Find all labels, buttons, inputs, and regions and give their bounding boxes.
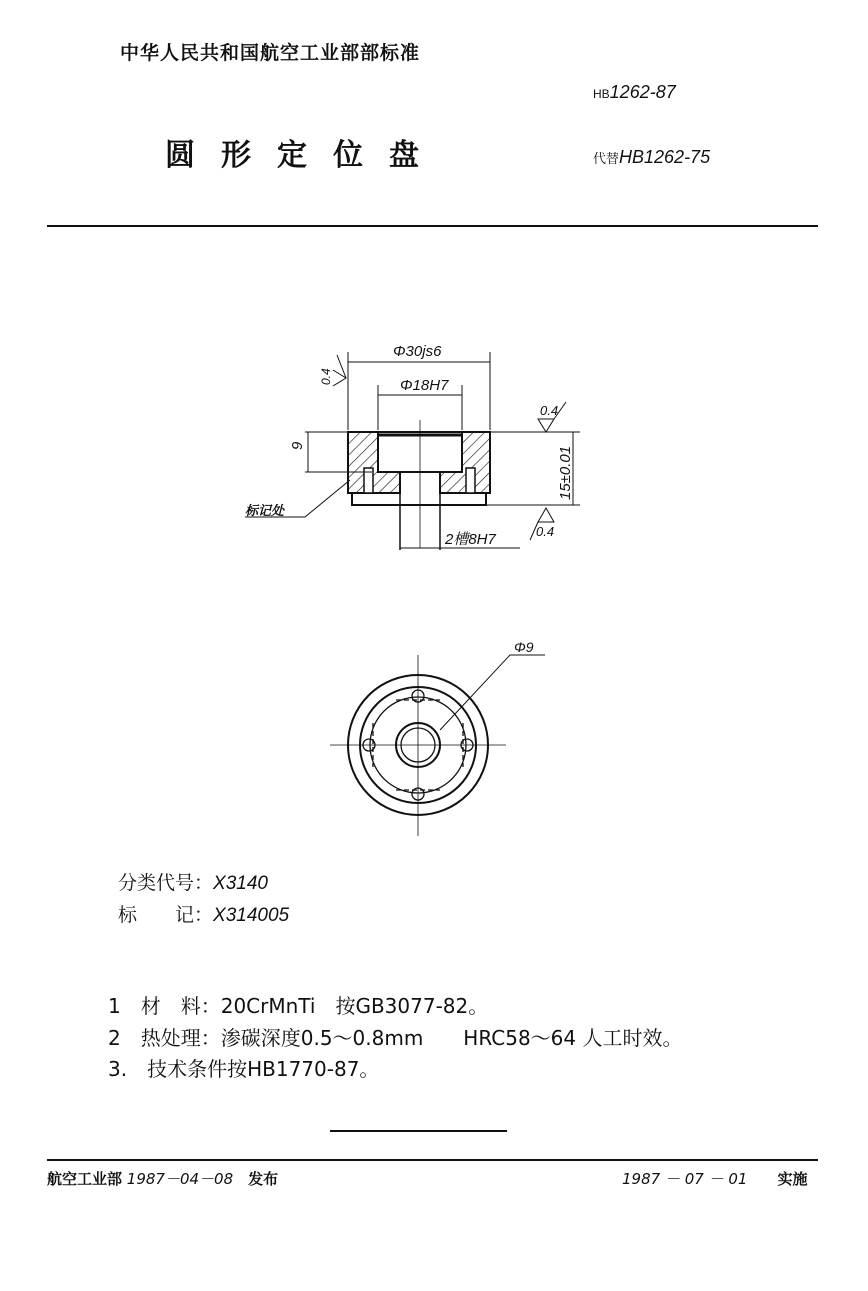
- classification-code: 分类代号：X3140: [118, 873, 268, 894]
- effective-info: [622, 1168, 807, 1189]
- mark-label: 标 记: [118, 905, 195, 926]
- class-label: 分类代号: [118, 873, 195, 894]
- standard-org-title: 中华人民共和国航空工业部部标准: [120, 42, 421, 64]
- outer-dia-label: Φ30js6: [393, 343, 442, 360]
- roughness-right-bottom: 0.4: [536, 524, 555, 539]
- mark-value: X314005: [213, 905, 290, 926]
- front-section-view: [245, 343, 580, 550]
- effective-date: 1987 － 07 － 01: [622, 1170, 748, 1188]
- code-number: 1262-87: [609, 82, 676, 102]
- plan-view: [330, 639, 545, 836]
- note-text: 热处理：渗碳深度0.5～0.8mm HRC58～64 人工时效。: [140, 1026, 683, 1050]
- note-text: 材 料：20CrMnTi 按GB3077-82。: [140, 994, 489, 1018]
- footer-divider: [47, 1159, 818, 1161]
- replaces-prefix: 代替: [593, 151, 620, 166]
- slot-label: 2槽8H7: [445, 531, 496, 548]
- note-item: [108, 1053, 379, 1082]
- note-item: [108, 990, 488, 1019]
- bore-dia-label: Φ18H7: [400, 377, 449, 394]
- issue-info: [47, 1168, 278, 1189]
- document-title: 圆形定位盘: [165, 138, 445, 173]
- issuer: 航空工业部: [47, 1170, 123, 1188]
- class-value: X3140: [213, 873, 268, 894]
- hole-dia-label: Φ9: [514, 639, 534, 655]
- roughness-right-top: 0.4: [540, 403, 559, 418]
- replaces-number: HB1262-75: [619, 147, 711, 167]
- end-mark-line: [330, 1130, 507, 1132]
- depth-label: 9: [289, 441, 306, 450]
- marking-code: 标 记：X314005: [118, 905, 290, 926]
- issue-label: 发布: [248, 1170, 279, 1188]
- note-number: 1: [108, 994, 121, 1018]
- marking-location-label: 标记处: [245, 503, 285, 518]
- roughness-left: 0.4: [319, 368, 333, 385]
- effective-label: 实施: [777, 1170, 808, 1188]
- height-label: 15±0.01: [557, 445, 574, 500]
- note-item: [108, 1022, 682, 1051]
- note-number: 2: [108, 1026, 121, 1050]
- note-number: 3.: [108, 1057, 128, 1081]
- note-text: 技术条件按HB1770-87。: [147, 1057, 380, 1081]
- issue-date: 1987－04－08: [126, 1170, 234, 1188]
- code-prefix: HB: [593, 87, 610, 101]
